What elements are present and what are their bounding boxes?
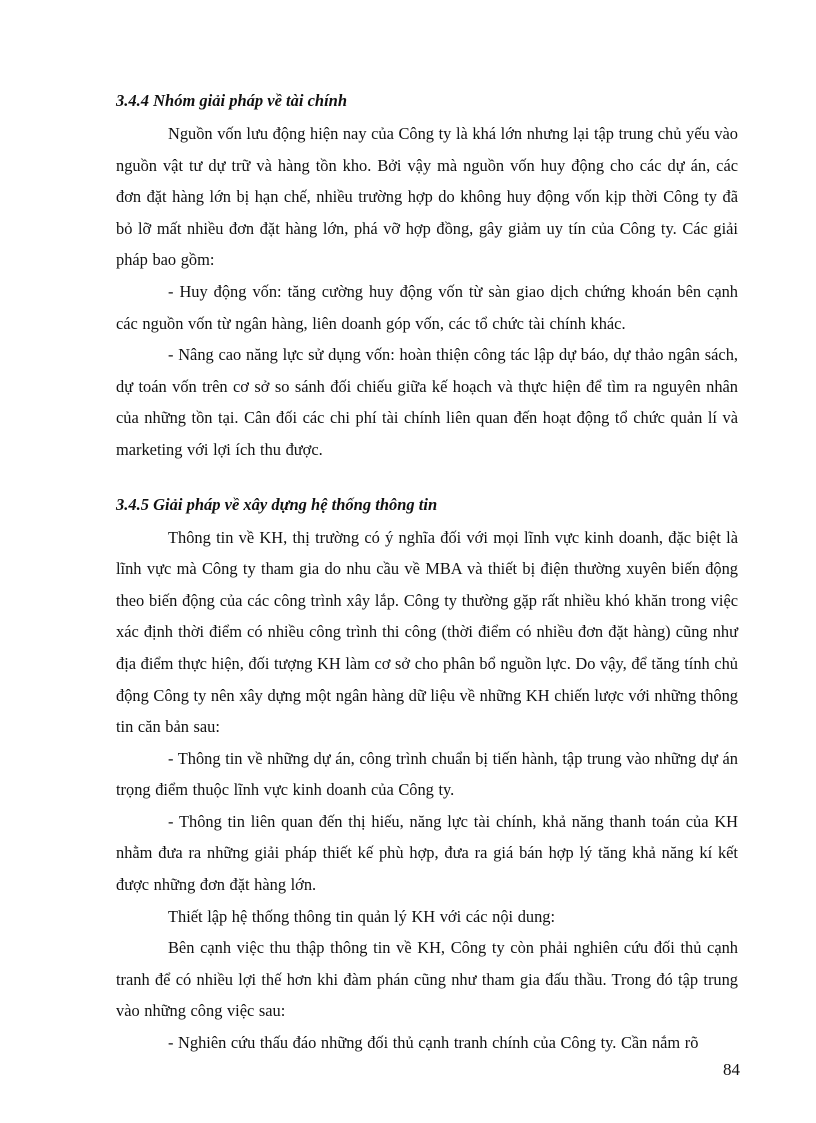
paragraph: - Huy động vốn: tăng cường huy động vốn từ sàn giao dịch chứng khoán bên cạnh các nguồn vốn từ ngân hàng, liên doanh góp vốn, các tổ chức tài chính khác. [116,281,738,333]
paragraph: - Thông tin về những dự án, công trình chuẩn bị tiến hành, tập trung vào những dự án trọng điểm thuộc lĩnh vực kinh doanh của Công ty. [116,748,738,800]
section-spacer [116,466,738,494]
section-3-4-5 [116,494,738,1059]
paragraph: Bên cạnh việc thu thập thông tin về KH, Công ty còn phải nghiên cứu đối thủ cạnh tranh để có nhiều lợi thế hơn khi đàm phán cũng như tham gia đấu thầu. Trong đó tập trung vào những công việc sau: [116,938,738,1021]
section-3-4-4 [116,90,738,466]
page-number: 84 [723,1060,740,1079]
paragraph: - Nâng cao năng lực sử dụng vốn: hoàn thiện công tác lập dự báo, dự thảo ngân sách, dự toán vốn trên cơ sở so sánh đối chiếu giữa kế hoạch và thực hiện để tìm ra nguyên nhân của những tồn tại. Cân đối các chi phí tài chính liên quan đến hoạt động tổ chức quản lí và marketing với lợi ích thu được. [116,345,738,459]
section-heading: 3.4.5 Giải pháp về xây dựng hệ thống thông tin [116,494,438,514]
paragraph: Thiết lập hệ thống thông tin quản lý KH với các nội dung: [168,906,556,926]
paragraph: Nguồn vốn lưu động hiện nay của Công ty là khá lớn nhưng lại tập trung chủ yếu vào nguồn vật tư dự trữ và hàng tồn kho. Bởi vậy mà nguồn vốn huy động cho các dự án, các đơn đặt hàng lớn bị hạn chế, nhiều trường hợp do không huy động vốn kịp thời Công ty đã bỏ lỡ mất nhiều đơn đặt hàng lớn, phá vỡ hợp đồng, gây giảm uy tín của Công ty. Các giải pháp bao gồm: [116,124,738,270]
section-heading: 3.4.4 Nhóm giải pháp về tài chính [116,91,348,110]
page-content [116,90,738,1059]
paragraph: - Nghiên cứu thấu đáo những đối thủ cạnh tranh chính của Công ty. Cần nắm rõ [168,1033,699,1053]
paragraph: Thông tin về KH, thị trường có ý nghĩa đối với mọi lĩnh vực kinh doanh, đặc biệt là lĩnh vực mà Công ty tham gia do nhu cầu về MBA và thiết bị điện thường xuyên biến động theo biến động của các công trình xây lắp. Công ty thường gặp rất nhiều khó khăn trong việc xác định thời điểm có nhiều công trình thi công (thời điểm có nhiều đơn đặt hàng) cũng như địa điểm thực hiện, đối tượng KH làm cơ sở cho phân bổ nguồn lực. Do vậy, để tăng tính chủ động Công ty nên xây dựng một ngân hàng dữ liệu về những KH chiến lược với những thông tin căn bản sau: [116,527,738,737]
paragraph: - Thông tin liên quan đến thị hiếu, năng lực tài chính, khả năng thanh toán của KH nhằm đưa ra những giải pháp thiết kế phù hợp, đưa ra giá bán hợp lý tăng khả năng kí kết được những đơn đặt hàng lớn. [116,811,738,895]
